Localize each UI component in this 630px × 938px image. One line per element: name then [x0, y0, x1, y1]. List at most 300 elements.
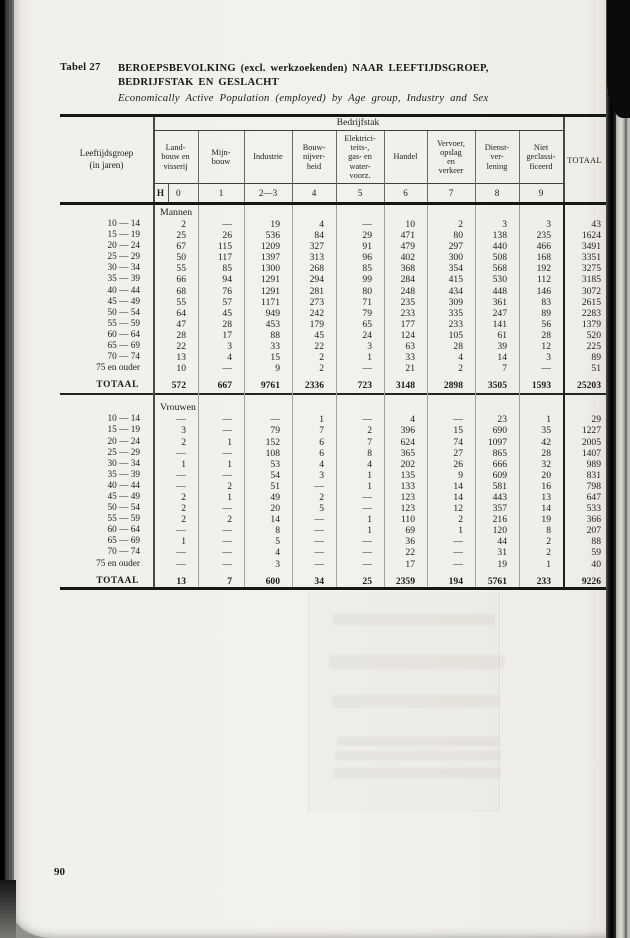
age-group-label: 30 — 34 [107, 263, 140, 274]
value-cell: 568 [492, 263, 507, 275]
value-cell: 56 [541, 318, 551, 330]
page-edge-left [0, 0, 14, 900]
value-cell: 1227 [581, 425, 601, 437]
column-header-line: teits-, [350, 143, 370, 153]
column-header-line: verkeer [438, 166, 464, 176]
value-cell: 2 [458, 514, 463, 526]
value-cell: 297 [448, 241, 463, 253]
value-cell: 3 [546, 352, 551, 364]
value-cell: 361 [492, 296, 507, 308]
age-group-label: 60 — 64 [107, 329, 140, 340]
value-cell: 3 [546, 219, 551, 230]
column-header [292, 131, 336, 183]
total-value-cell: 2359 [395, 575, 415, 587]
value-cell: 94 [222, 274, 232, 286]
code-label: 8 [494, 188, 500, 198]
column-header-line: bouw en [161, 152, 190, 162]
value-cell: 247 [492, 307, 507, 319]
table-row [60, 425, 606, 436]
value-cell: 133 [400, 480, 415, 492]
value-cell: 949 [265, 307, 280, 319]
value-cell: 177 [400, 318, 415, 330]
value-cell: 9 [275, 363, 280, 375]
value-cell: 1 [227, 491, 232, 503]
value-cell: 55 [176, 296, 186, 308]
value-cell: — [176, 547, 186, 559]
value-cell: — [362, 219, 372, 230]
value-cell: 1397 [260, 252, 280, 264]
value-cell: 85 [362, 263, 372, 275]
column-header-line: Mijn- [211, 147, 231, 157]
value-cell: 65 [362, 318, 372, 330]
column-header-line: opslag [440, 147, 462, 157]
value-cell: 327 [309, 241, 324, 253]
value-cell: 3185 [581, 274, 601, 286]
value-cell: — [222, 536, 232, 548]
value-cell: 3491 [581, 241, 601, 253]
value-cell: — [362, 503, 372, 515]
value-cell: 36 [405, 536, 415, 548]
value-cell: 53 [270, 458, 280, 470]
value-cell: 25 [176, 230, 186, 242]
value-cell: 16 [541, 480, 551, 492]
age-group-label: 25 — 29 [107, 447, 140, 458]
total-value-cell: 1593 [531, 380, 551, 392]
table-row [60, 536, 606, 547]
value-cell: 179 [309, 318, 324, 330]
value-cell: 135 [400, 469, 415, 481]
value-cell: 202 [400, 458, 415, 470]
value-cell: 4 [410, 414, 415, 426]
value-cell: 2 [181, 503, 186, 515]
table-body [60, 205, 606, 588]
value-cell: 3275 [581, 263, 601, 275]
value-cell: — [314, 547, 324, 559]
value-cell: 415 [448, 274, 463, 286]
value-cell: 49 [270, 491, 280, 503]
total-value-cell: 233 [536, 575, 551, 587]
column-header-line: ver- [490, 152, 504, 162]
table-row [60, 330, 606, 341]
value-cell: 294 [309, 274, 324, 286]
value-cell: 63 [405, 341, 415, 353]
bleed-through-artifact [337, 737, 500, 746]
value-cell: — [314, 480, 324, 492]
value-cell: 83 [541, 296, 551, 308]
column-header-line: gas- en [348, 152, 372, 162]
value-cell: 242 [309, 307, 324, 319]
table-row [60, 547, 606, 558]
value-cell: — [453, 414, 463, 426]
value-cell: 1 [367, 352, 372, 364]
value-cell: 10 [405, 219, 415, 230]
value-cell: 1 [319, 414, 324, 426]
value-cell: 14 [453, 480, 463, 492]
total-value-cell: 723 [357, 380, 372, 392]
table-row [60, 414, 606, 425]
value-cell: 2 [458, 219, 463, 230]
value-cell: 1171 [261, 296, 280, 308]
value-cell: 88 [270, 329, 280, 341]
value-cell: 14 [541, 503, 551, 515]
value-cell: 3072 [581, 285, 601, 297]
value-cell: 26 [453, 458, 463, 470]
value-cell: 1097 [487, 436, 507, 448]
value-cell: 50 [176, 252, 186, 264]
value-cell: 2 [319, 352, 324, 364]
value-cell: 4 [319, 219, 324, 230]
value-cell: 6 [319, 447, 324, 459]
value-cell: 12 [453, 503, 463, 515]
value-cell: 233 [400, 307, 415, 319]
value-cell: — [453, 536, 463, 548]
value-cell: 85 [222, 263, 232, 275]
value-cell: 2 [181, 436, 186, 448]
value-cell: 533 [586, 503, 601, 515]
age-group-label: 35 — 39 [107, 274, 140, 285]
value-cell: — [362, 491, 372, 503]
total-value-cell: 3505 [487, 380, 507, 392]
page-edge-left-fade [0, 880, 16, 938]
age-group-label: 40 — 44 [107, 480, 140, 491]
page-number: 90 [54, 866, 65, 878]
value-cell: 1300 [260, 263, 280, 275]
value-cell: 88 [591, 536, 601, 548]
table-title-line2: BEDRIJFSTAK EN GESLACHT [118, 76, 279, 88]
value-cell: 51 [591, 363, 601, 375]
value-cell: — [222, 469, 232, 481]
value-cell: 1 [181, 536, 186, 548]
age-group-label: 30 — 34 [107, 458, 140, 469]
value-cell: 71 [362, 296, 372, 308]
value-cell: 80 [362, 285, 372, 297]
value-cell: 354 [448, 263, 463, 275]
table-row [60, 241, 606, 252]
value-cell: 17 [222, 329, 232, 341]
column-header [244, 131, 292, 183]
value-cell: 80 [453, 230, 463, 242]
value-cell: 42 [541, 436, 551, 448]
value-cell: 89 [541, 307, 551, 319]
value-cell: 402 [400, 252, 415, 264]
value-cell: 1379 [581, 318, 601, 330]
column-header-line: geclassi- [526, 152, 556, 162]
value-cell: 225 [586, 341, 601, 353]
bleed-through-artifact [333, 768, 501, 778]
value-cell: — [222, 525, 232, 537]
column-header-line: nijver- [303, 152, 325, 162]
value-cell: 44 [497, 536, 507, 548]
code-label: 6 [403, 188, 408, 198]
value-cell: 313 [309, 252, 324, 264]
value-cell: 281 [309, 285, 324, 297]
value-cell: 99 [362, 274, 372, 286]
value-cell: — [314, 558, 324, 570]
value-cell: 2 [367, 425, 372, 437]
value-cell: 207 [586, 525, 601, 537]
age-group-label: 75 en ouder [96, 558, 140, 569]
value-cell: 368 [400, 263, 415, 275]
value-cell: 31 [497, 547, 507, 559]
value-cell: 24 [362, 329, 372, 341]
value-cell: 2 [181, 514, 186, 526]
page-corner-shadow [607, 0, 630, 118]
value-cell: 19 [541, 514, 551, 526]
age-group-label: 45 — 49 [107, 491, 140, 502]
value-cell: 273 [309, 296, 324, 308]
table-subtitle-english: Economically Active Population (employed) by Age group, Industry and Sex [118, 92, 489, 104]
code-cell [153, 184, 198, 202]
value-cell: 366 [586, 514, 601, 526]
value-cell: 865 [492, 447, 507, 459]
row-header-line1: Leeftijdsgroep [79, 148, 134, 158]
age-group-label: 55 — 59 [107, 514, 140, 525]
table-row [60, 263, 606, 274]
value-cell: 28 [541, 329, 551, 341]
value-cell: 43 [591, 219, 601, 230]
value-cell: 8 [546, 525, 551, 537]
value-cell: 138 [492, 230, 507, 242]
value-cell: 13 [176, 352, 186, 364]
value-cell: 21 [405, 363, 415, 375]
value-cell: — [362, 558, 372, 570]
value-cell: — [176, 447, 186, 459]
code-label: 0 [176, 188, 181, 198]
value-cell: 453 [265, 318, 280, 330]
value-cell: 1 [227, 436, 232, 448]
value-cell: 1 [181, 458, 186, 470]
value-cell: 3 [181, 425, 186, 437]
age-group-label: 10 — 14 [107, 414, 140, 425]
value-cell: 59 [591, 547, 601, 559]
value-cell: 6 [319, 436, 324, 448]
column-header-line: Land- [165, 143, 186, 153]
value-cell: 28 [176, 329, 186, 341]
value-cell: — [270, 414, 280, 426]
value-cell: 76 [222, 285, 232, 297]
table-row [60, 286, 606, 297]
value-cell: 74 [453, 436, 463, 448]
row-header-line2: (in jaren) [89, 159, 124, 170]
column-header-line: bouw [211, 157, 231, 166]
age-group-label: 20 — 24 [107, 241, 140, 252]
value-cell: 68 [176, 285, 186, 297]
value-cell: 22 [176, 341, 186, 353]
column-header-line: Niet [533, 143, 549, 153]
total-value-cell: 7 [227, 575, 232, 587]
value-cell: — [453, 547, 463, 559]
value-cell: 335 [448, 307, 463, 319]
value-cell: 12 [541, 341, 551, 353]
value-cell: 28 [453, 341, 463, 353]
value-cell: 13 [541, 491, 551, 503]
column-header [519, 131, 563, 183]
value-cell: 141 [492, 318, 507, 330]
value-cell: 47 [176, 318, 186, 330]
column-header [475, 131, 519, 183]
table-row [60, 448, 606, 459]
value-cell: 96 [362, 252, 372, 264]
column-header-line: lening [486, 161, 508, 171]
table-title-block [60, 62, 600, 104]
value-cell: — [314, 536, 324, 548]
section-label: Mannen [160, 207, 193, 218]
value-cell: — [453, 558, 463, 570]
value-cell: — [176, 558, 186, 570]
value-cell: 2283 [581, 307, 601, 319]
value-cell: 23 [497, 414, 507, 426]
column-header-line: ficeerd [529, 161, 553, 171]
table-row [60, 252, 606, 263]
age-group-label: 15 — 19 [107, 230, 140, 241]
value-cell: 1 [367, 469, 372, 481]
code-label: 4 [311, 188, 317, 198]
column-header-line: Industrie [253, 152, 283, 162]
age-group-label: 60 — 64 [107, 525, 140, 536]
value-cell: 4 [227, 352, 232, 364]
value-cell: 123 [400, 503, 415, 515]
value-cell: 1291 [260, 285, 280, 297]
value-cell: 14 [270, 514, 280, 526]
table-row [60, 470, 606, 481]
value-cell: 300 [448, 252, 463, 264]
column-names-row [153, 131, 563, 183]
value-cell: 2 [546, 536, 551, 548]
value-cell: 79 [270, 425, 280, 437]
value-cell: 69 [405, 525, 415, 537]
group-header: Bedrijfstak [336, 117, 380, 128]
value-cell: 3 [275, 558, 280, 570]
value-cell: 5 [319, 503, 324, 515]
value-cell: 357 [492, 503, 507, 515]
age-group-label: 35 — 39 [107, 469, 140, 480]
value-cell: 15 [453, 425, 463, 437]
value-cell: 3 [502, 219, 507, 230]
value-cell: 1 [458, 525, 463, 537]
value-cell: 666 [492, 458, 507, 470]
value-cell: 1209 [260, 241, 280, 253]
section-label: Vrouwen [160, 402, 196, 414]
value-cell: 647 [586, 491, 601, 503]
value-cell: 1 [367, 480, 372, 492]
column-header [198, 131, 244, 183]
column-header-line: en [447, 157, 455, 166]
column-header-line: Dienst- [484, 143, 510, 153]
age-group-label: 65 — 69 [107, 341, 140, 352]
table-row [60, 514, 606, 525]
age-group-label: 50 — 54 [107, 307, 140, 318]
value-cell: 2615 [581, 296, 601, 308]
total-value-cell: 600 [265, 575, 280, 587]
value-cell: 4 [275, 547, 280, 559]
code-label: 7 [448, 188, 454, 198]
value-cell: 3 [319, 469, 324, 481]
bleed-through-artifact [333, 614, 495, 625]
total-value-cell: 5761 [487, 575, 507, 587]
value-cell: 235 [536, 230, 551, 242]
value-cell: 91 [362, 241, 372, 253]
value-cell: 8 [275, 525, 280, 537]
total-value-cell: 667 [217, 380, 232, 392]
table-title-line1: BEROEPSBEVOLKING (excl. werkzoekenden) NAAR LEEFTIJDSGROEP, [118, 63, 489, 74]
value-cell: 45 [314, 329, 324, 341]
value-cell: 89 [591, 352, 601, 364]
total-value-cell: 9226 [581, 575, 601, 587]
total-value-cell: 3148 [395, 380, 415, 392]
value-cell: — [222, 503, 232, 515]
value-cell: 26 [222, 230, 232, 242]
value-cell: 8 [367, 447, 372, 459]
value-cell: 105 [448, 329, 463, 341]
value-cell: 434 [448, 285, 463, 297]
table-row [60, 319, 606, 330]
total-value-cell: 25203 [577, 380, 601, 392]
total-value-cell: 2898 [443, 380, 463, 392]
value-cell: 7 [319, 425, 324, 437]
value-cell: — [176, 480, 186, 492]
age-group-label: 10 — 14 [107, 219, 140, 229]
value-cell: 35 [541, 425, 551, 437]
age-group-label: 50 — 54 [107, 503, 140, 514]
adjacent-page-edge [616, 0, 630, 938]
value-cell: — [222, 447, 232, 459]
value-cell: 471 [400, 230, 415, 242]
value-cell: 79 [362, 307, 372, 319]
column-header-line: visserij [163, 161, 188, 171]
value-cell: 3 [367, 341, 372, 353]
book-gutter-shadow [606, 0, 616, 938]
value-cell: 1624 [581, 230, 601, 242]
total-value-cell: 13 [176, 575, 186, 587]
value-cell: 45 [222, 307, 232, 319]
code-label: 2—3 [258, 188, 278, 198]
value-cell: 248 [400, 285, 415, 297]
column-header-line: Handel [393, 152, 418, 162]
table-row [60, 481, 606, 492]
value-cell: 4 [458, 352, 463, 364]
value-cell: 152 [265, 436, 280, 448]
age-group-label: 75 en ouder [96, 363, 140, 374]
total-value-cell: 25 [362, 575, 372, 587]
value-cell: 3351 [581, 252, 601, 264]
value-cell: 284 [400, 274, 415, 286]
value-cell: 29 [591, 414, 601, 426]
value-cell: 2 [227, 480, 232, 492]
value-cell: 440 [492, 241, 507, 253]
value-cell: 1407 [581, 447, 601, 459]
value-cell: 108 [265, 447, 280, 459]
column-header [153, 131, 198, 183]
value-cell: 168 [536, 252, 551, 264]
column-header [336, 131, 384, 183]
value-cell: 28 [541, 447, 551, 459]
value-cell: 14 [497, 352, 507, 364]
value-cell: 309 [448, 296, 463, 308]
age-group-label: 55 — 59 [107, 318, 140, 329]
value-cell: 831 [586, 469, 601, 481]
column-header-line: Vervoer, [436, 138, 465, 148]
table-row [60, 274, 606, 285]
value-cell: 4 [319, 458, 324, 470]
value-cell: 84 [314, 230, 324, 242]
value-cell: 798 [586, 480, 601, 492]
value-cell: 2 [181, 491, 186, 503]
value-cell: 120 [492, 525, 507, 537]
value-cell: 20 [541, 469, 551, 481]
value-cell: 32 [541, 458, 551, 470]
total-value-cell: 572 [171, 380, 186, 392]
value-cell: 117 [217, 252, 232, 264]
